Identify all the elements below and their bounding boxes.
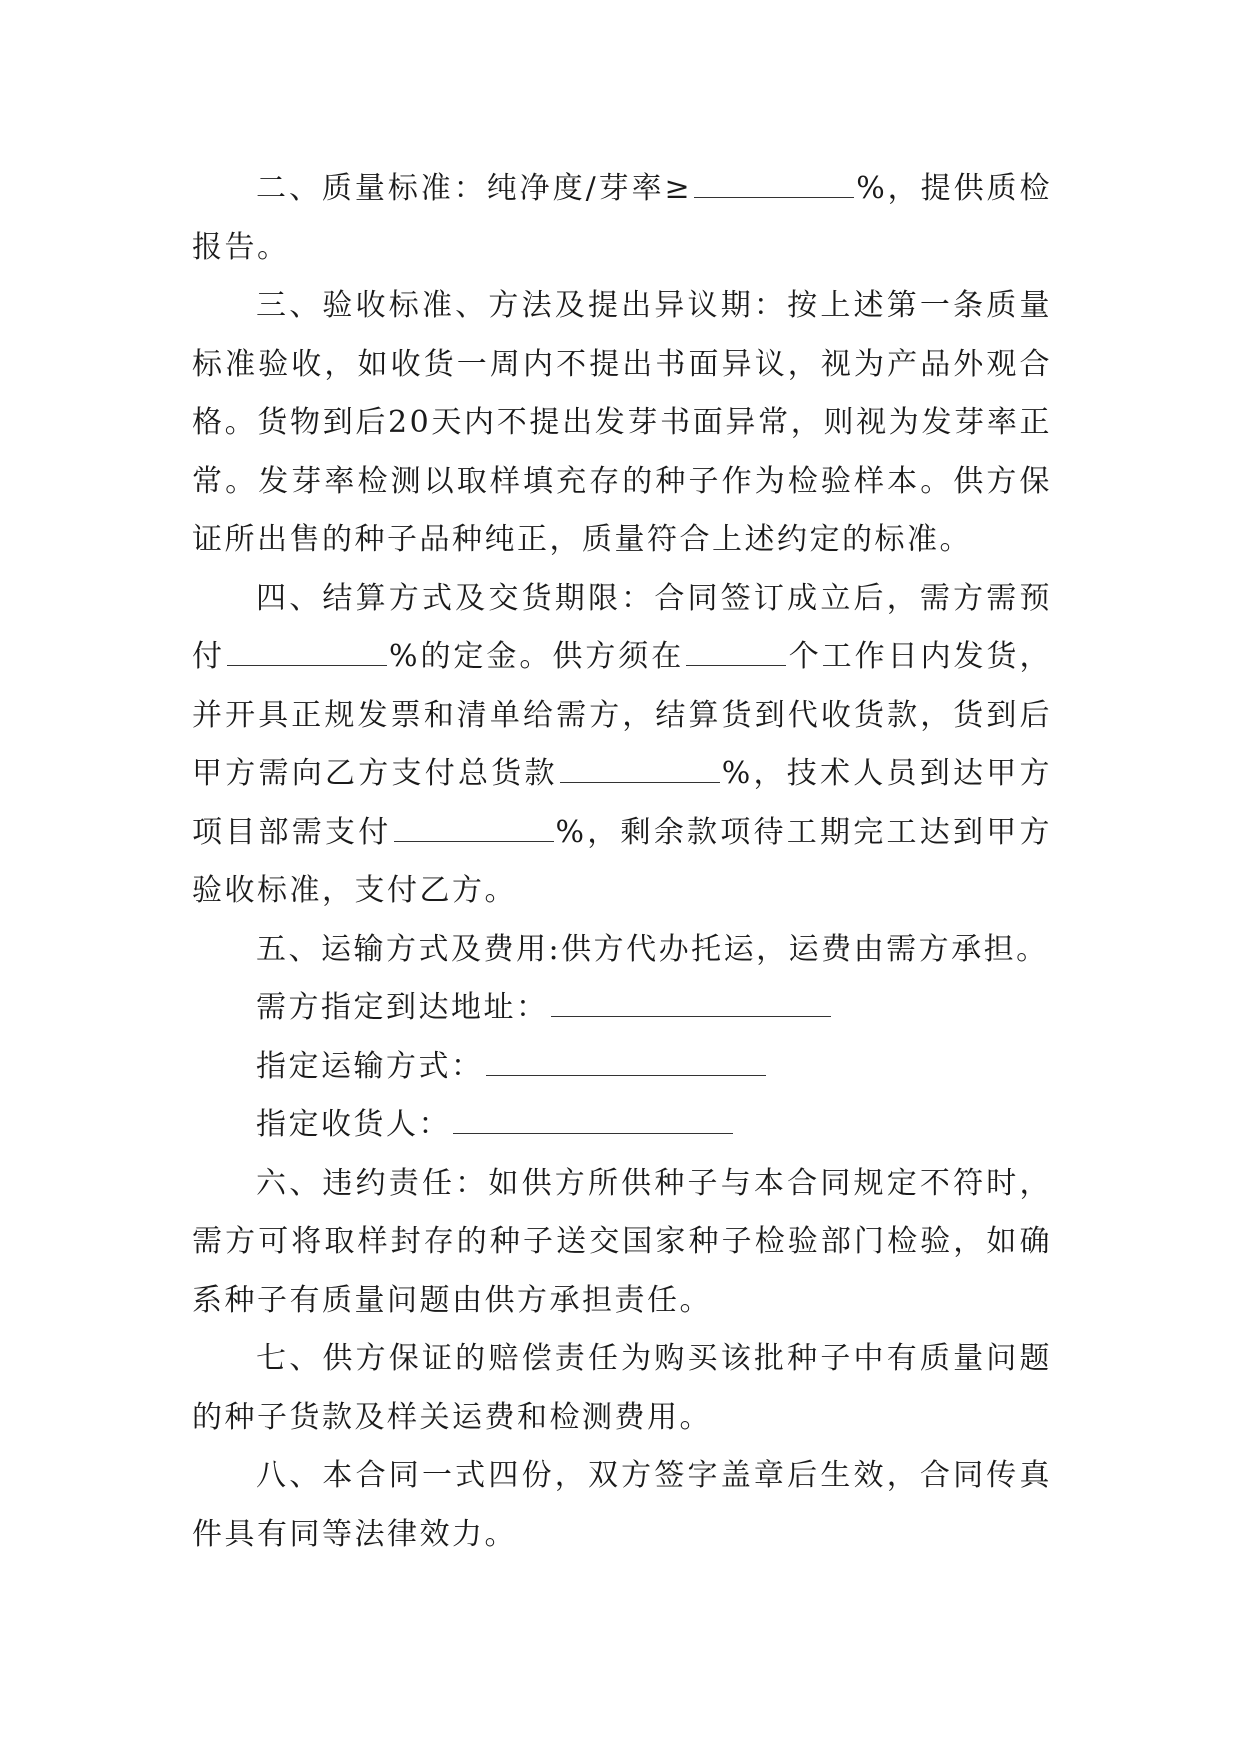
clause-acceptance — [192, 277, 1052, 570]
clause-transport — [192, 921, 1052, 980]
clause-text: %的定金。供方须在 — [388, 639, 685, 674]
clause-text: 五、运输方式及费用:供方代办托运，运费由需方承担。 — [256, 931, 1049, 967]
clause-text: 七、供方保证的赔偿责任为购买该批种子中有质量问题的种子货款及样关运费和检测费用。 — [192, 1341, 1052, 1435]
clause-quality-standard — [192, 160, 1052, 277]
delivery-days-blank[interactable] — [686, 641, 786, 666]
clause-text: 六、违约责任：如供方所供种子与本合同规定不符时，需方可将取样封存的种子送交国家种子检验部门检验，如确系种子有质量问题由供方承担责任。 — [192, 1165, 1052, 1318]
receiver-blank[interactable] — [453, 1109, 733, 1134]
field-label: 指定运输方式： — [256, 1048, 484, 1084]
clause-text: %，技术人员到达甲方项目部需支付 — [192, 756, 1052, 850]
arrival-payment-percent-blank[interactable] — [560, 758, 720, 783]
purity-rate-blank[interactable] — [694, 173, 854, 198]
clause-liability — [192, 1155, 1052, 1331]
clause-text: 个工作日内发货，并开具正规发票和清单给需方，结算货到代收货款，货到后甲方需向乙方支付总货款 — [192, 639, 1053, 791]
clause-text: 四、结算方式及交货期限：合同签订成立后，需方需预付 — [192, 580, 1052, 674]
transport-method-field — [192, 1038, 1052, 1097]
technician-payment-percent-blank[interactable] — [394, 817, 554, 842]
clause-text: 三、验收标准、方法及提出异议期：按上述第一条质量标准验收，如收货一周内不提出书面异议，视为产品外观合格。货物到后20天内不提出发芽书面异常，则视为发芽率正常。发芽率检测以取样填充存的种子作为检验样本。供方保证所出售的种子品种纯正，质量符合上述约定的标准。 — [192, 288, 1052, 557]
delivery-address-blank[interactable] — [551, 992, 831, 1017]
field-label: 需方指定到达地址： — [256, 990, 549, 1025]
transport-method-blank[interactable] — [486, 1051, 766, 1076]
clause-text: 二、质量标准：纯净度/芽率≥ — [256, 171, 693, 206]
clause-settlement — [192, 570, 1052, 921]
clause-text: %，提供质检报告。 — [192, 171, 1052, 265]
field-label: 指定收货人： — [256, 1107, 451, 1142]
clause-text: 八、本合同一式四份，双方签字盖章后生效，合同传真件具有同等法律效力。 — [192, 1458, 1052, 1552]
clause-text: %，剩余款项待工期完工达到甲方验收标准，支付乙方。 — [192, 814, 1052, 908]
clause-copies — [192, 1447, 1052, 1564]
contract-body — [192, 160, 1052, 1564]
deposit-percent-blank[interactable] — [227, 641, 387, 666]
clause-compensation — [192, 1330, 1052, 1447]
receiver-field — [192, 1096, 1052, 1155]
delivery-address-field — [192, 979, 1052, 1038]
